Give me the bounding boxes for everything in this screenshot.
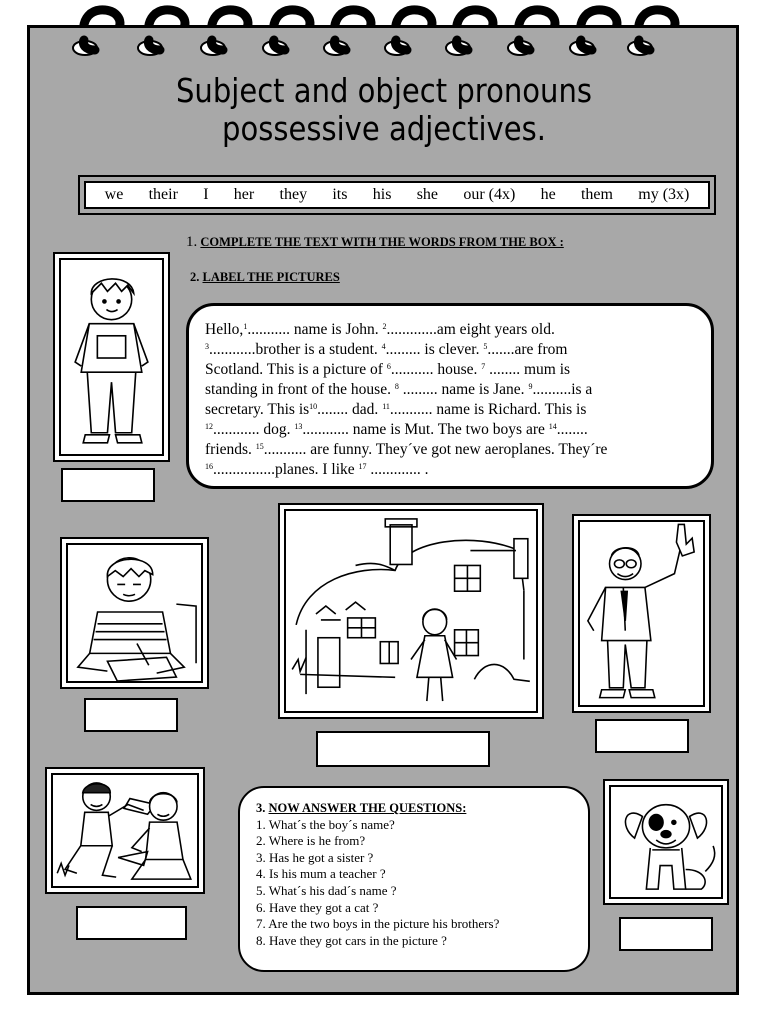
binding-holes	[0, 0, 768, 70]
instruction-1	[186, 234, 564, 251]
text-segment: ..........is a	[532, 381, 593, 398]
gap-number: 5	[483, 342, 488, 351]
instruction-2	[190, 270, 340, 285]
word-box-item: he	[540, 186, 556, 203]
question-item: 5. What´s his dad´s name ?	[256, 882, 397, 898]
gap-number: 16	[205, 462, 213, 471]
word-box-item: we	[104, 186, 124, 203]
word-box-item: my (3x)	[638, 186, 690, 203]
text-segment: ............ name is Mut. The two boys are	[302, 421, 549, 438]
gap-number: 8	[394, 382, 399, 391]
gap-number: 3	[205, 342, 209, 351]
gap-number: 2	[382, 322, 387, 331]
two-boys-drawing	[53, 775, 197, 886]
fill-in-text-box	[186, 303, 714, 489]
text-line	[205, 460, 695, 480]
gap-number: 10	[309, 402, 318, 411]
text-line	[205, 340, 695, 360]
word-box-item: they	[279, 186, 308, 203]
text-segment: ............ dog.	[213, 421, 295, 438]
question-item: 7. Are the two boys in the picture his brothers?	[256, 916, 500, 932]
label-box-3[interactable]	[316, 731, 490, 767]
question-item: 1. What´s the boy´s name?	[256, 816, 395, 832]
label-box-4[interactable]	[595, 719, 689, 753]
instruction-1-number: 1.	[186, 234, 198, 250]
question-item: 6. Have they got a cat ?	[256, 899, 379, 915]
man-waving-picture	[572, 514, 711, 713]
two-boys-picture	[45, 767, 205, 894]
text-segment: ........ dad.	[317, 401, 383, 418]
questions-heading	[256, 800, 572, 817]
word-box-inner	[84, 181, 710, 209]
text-segment: ........... house.	[390, 361, 482, 378]
house-girl-picture	[278, 503, 544, 719]
instruction-2-text: LABEL THE PICTURES	[202, 270, 340, 284]
text-segment: ......... is clever.	[385, 341, 484, 358]
gap-number: 9	[528, 382, 533, 391]
text-segment: ........... name is Richard. This is	[389, 401, 587, 418]
gap-number: 12	[205, 422, 213, 431]
text-line	[205, 320, 695, 340]
questions-number: 3.	[256, 801, 266, 815]
question-item: 3. Has he got a sister ?	[256, 849, 374, 865]
text-segment: standing in front of the house.	[205, 381, 395, 398]
title-line-2: possessive adjectives.	[222, 109, 546, 148]
question-item: 8. Have they got cars in the picture ?	[256, 932, 447, 948]
label-box-5[interactable]	[76, 906, 187, 940]
gap-number: 11	[382, 402, 390, 411]
text-line	[205, 380, 695, 400]
label-box-1[interactable]	[61, 468, 155, 502]
boy-writing-drawing	[68, 545, 201, 681]
label-box-6[interactable]	[619, 917, 713, 951]
gap-number: 14	[548, 422, 557, 431]
text-segment: secretary. This is	[205, 401, 310, 418]
text-segment: ................planes. I like	[213, 461, 359, 478]
word-box-item: our (4x)	[463, 186, 516, 203]
worksheet-title	[46, 72, 722, 148]
text-segment: ............brother is a student.	[209, 341, 382, 358]
word-box-item: their	[148, 186, 178, 203]
dog-picture	[603, 779, 729, 905]
instruction-2-number: 2.	[190, 270, 200, 284]
word-box-item: her	[233, 186, 255, 203]
text-segment: ........ mum is	[485, 361, 571, 378]
text-segment: ........... are funny. They´ve got new aeroplanes. They´re	[263, 441, 608, 458]
word-box-item: its	[332, 186, 348, 203]
text-segment: friends.	[205, 441, 256, 458]
text-line	[205, 420, 695, 440]
dog-drawing	[611, 787, 721, 897]
text-line	[205, 400, 695, 420]
house-girl-drawing	[286, 511, 536, 711]
gap-number: 6	[386, 362, 391, 371]
word-box-item: she	[416, 186, 439, 203]
title-line-1: Subject and object pronouns	[176, 71, 592, 110]
text-line	[205, 440, 695, 460]
text-segment: Hello,	[205, 321, 244, 338]
text-segment: Scotland. This is a picture of	[205, 361, 387, 378]
text-segment: .............am eight years old.	[386, 321, 555, 338]
gap-number: 13	[294, 422, 303, 431]
word-box-item: I	[203, 186, 209, 203]
question-item: 4. Is his mum a teacher ?	[256, 866, 386, 882]
questions-list	[256, 817, 572, 950]
boy-standing-picture	[53, 252, 170, 462]
label-box-2[interactable]	[84, 698, 178, 732]
man-waving-drawing	[580, 522, 703, 705]
questions-heading-text: NOW ANSWER THE QUESTIONS:	[268, 801, 467, 815]
questions-box	[238, 786, 590, 972]
text-segment: ............. .	[366, 461, 429, 478]
text-line	[205, 360, 695, 380]
gap-number: 15	[255, 442, 264, 451]
boy-standing-drawing	[61, 260, 162, 454]
word-box	[78, 175, 716, 215]
text-segment: ......... name is Jane.	[398, 381, 529, 398]
text-segment: ........... name is John.	[247, 321, 383, 338]
text-segment: .......are from	[487, 341, 568, 358]
instruction-1-text: COMPLETE THE TEXT WITH THE WORDS FROM THE BOX :	[200, 235, 564, 249]
word-box-item: them	[580, 186, 613, 203]
gap-number: 1	[243, 322, 248, 331]
gap-number: 4	[381, 342, 386, 351]
word-box-item: his	[372, 186, 392, 203]
gap-number: 7	[481, 362, 486, 371]
boy-writing-picture	[60, 537, 209, 689]
text-segment: ........	[556, 421, 588, 438]
gap-number: 17	[358, 462, 367, 471]
question-item: 2. Where is he from?	[256, 833, 366, 849]
